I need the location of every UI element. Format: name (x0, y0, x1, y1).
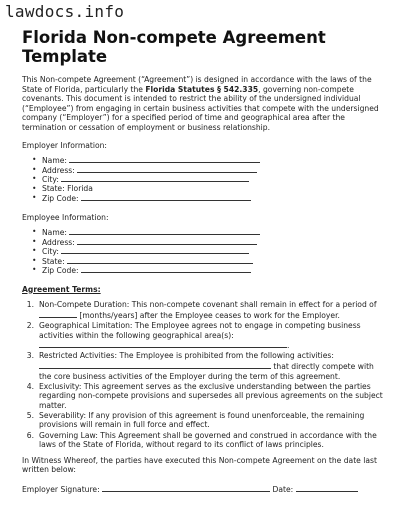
employer-city-blank[interactable] (61, 174, 249, 182)
term-item: 1. Non-Compete Duration: This non-compete covenant shall remain in effect for a period of [months/years] after the Employee ceases to work for the Employer. (26, 300, 377, 320)
employee-address-field: • Address: (32, 237, 384, 247)
title-line-1: Florida Non-compete Agreement (22, 28, 326, 47)
agreement-terms-list (22, 300, 384, 449)
employer-address-field: • Address: (32, 165, 384, 175)
term-item: 5. Severability: If any provision of this agreement is found unenforceable, the remaining provisions will remain in full force and effect. (26, 410, 365, 430)
title-line-2: Template (22, 47, 108, 66)
date-label: Date: (270, 484, 296, 494)
employee-city-blank[interactable] (61, 246, 249, 254)
statute-reference: Florida Statutes § 542.335 (145, 84, 259, 94)
employer-name-blank[interactable] (69, 155, 260, 163)
agreement-terms-heading: Agreement Terms: (22, 284, 101, 294)
intro-paragraph: This Non-compete Agreement (“Agreement”) is designed in accordance with the laws of the State of Florida, particularly the Florida Statutes § 542.335, governing non-compete covenants. This document is intended to restrict the ability of the undersigned individual (“Employee”) from engaging in certain business activities that compete with the undersigned company (“Employer”) for a specified period of time and geographical area after the termination or cessation of employment or business relationship. (22, 75, 379, 132)
employee-name-blank[interactable] (69, 227, 260, 235)
document-body (22, 75, 384, 495)
term-item: 2. Geographical Limitation: The Employee agrees not to engage in competing business activities within the following geographical area(s): . (26, 321, 361, 351)
term-item: 6. Governing Law: This Agreement shall be governed and construed in accordance with the laws of the State of Florida, without regard to its conflict of laws principles. (26, 430, 377, 450)
employee-state-field: • State: (32, 256, 384, 266)
term-item: 4. Exclusivity: This agreement serves as the exclusive understanding between the parties regarding non-compete provisions and supersedes all previous agreements on the subject matter. (26, 381, 383, 410)
employee-info-list (22, 227, 384, 275)
employee-name-field: • Name: (32, 227, 384, 237)
employer-name-field: • Name: (32, 155, 384, 165)
employer-zip-blank[interactable] (81, 193, 251, 201)
employee-zip-field: • Zip Code: (32, 265, 384, 275)
employer-signature-label: Employer Signature: (22, 484, 103, 494)
employer-info-label: Employer Information: (22, 140, 107, 150)
employee-zip-blank[interactable] (81, 265, 251, 273)
restricted-activities-blank[interactable] (39, 361, 271, 369)
employer-info-list (22, 155, 384, 203)
employer-zip-field: • Zip Code: (32, 193, 384, 203)
site-watermark: lawdocs.info (5, 2, 125, 21)
witness-statement: In Witness Whereof, the parties have executed this Non-compete Agreement on the date last written below: (22, 455, 377, 475)
employee-city-field: • City: (32, 246, 384, 256)
term-item: 3. Restricted Activities: The Employee is prohibited from the following activities: that directly compete with the core business activities of the Employer during the term of this agreement. (26, 351, 374, 381)
date-blank[interactable] (296, 484, 358, 492)
employee-state-blank[interactable] (67, 256, 253, 264)
employee-address-blank[interactable] (77, 237, 257, 245)
employer-address-blank[interactable] (77, 165, 257, 173)
employee-info-label: Employee Information: (22, 212, 109, 222)
employer-signature-blank[interactable] (102, 484, 270, 492)
document-title (22, 28, 392, 66)
signature-line (22, 484, 384, 495)
geographic-area-blank[interactable] (39, 340, 287, 348)
duration-blank[interactable] (39, 310, 77, 318)
employer-state-field: • State: Florida (32, 184, 384, 194)
employer-city-field: • City: (32, 174, 384, 184)
